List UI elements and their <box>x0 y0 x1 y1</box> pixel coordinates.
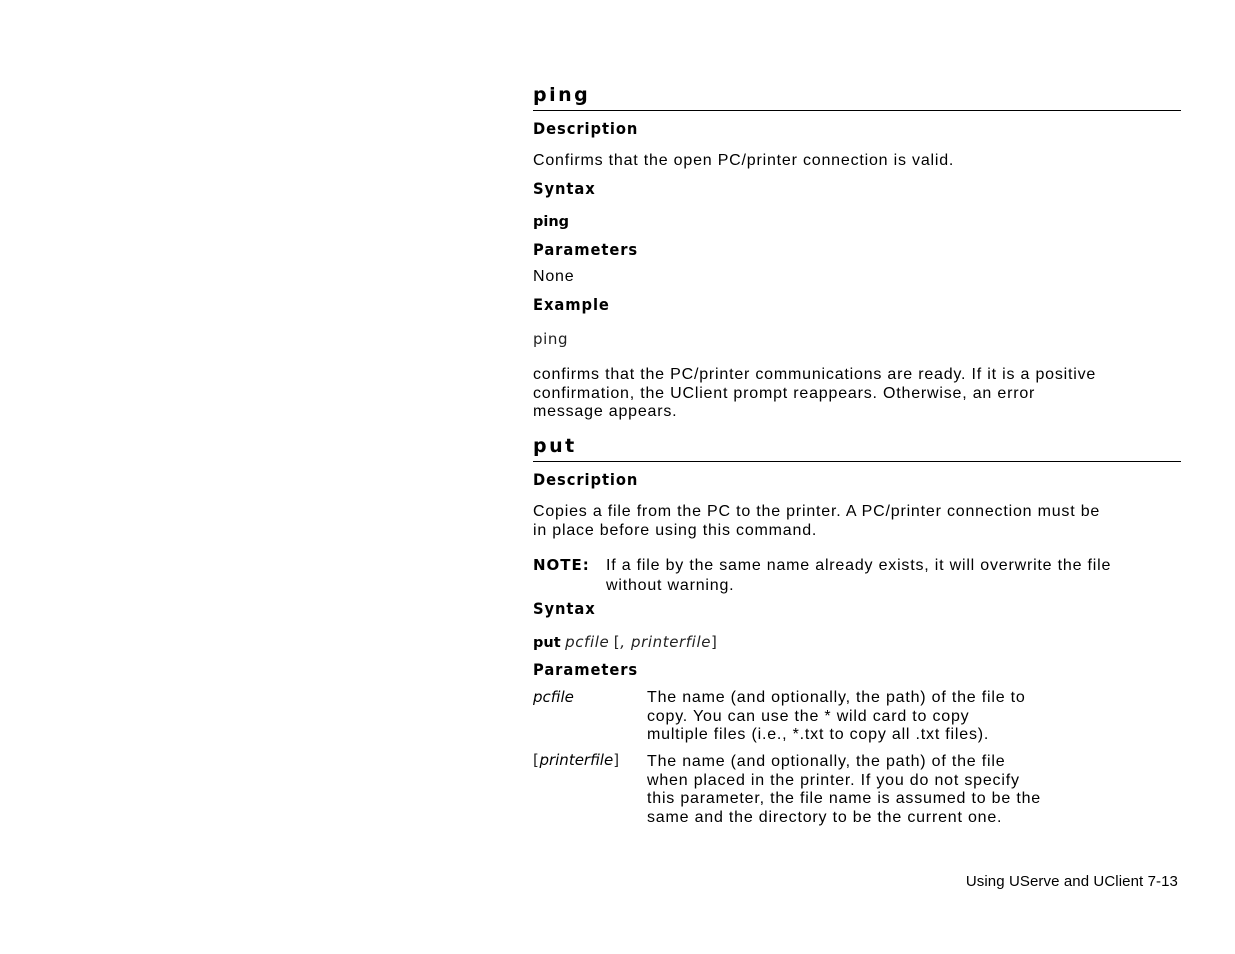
param-desc-printerfile <box>647 753 1041 827</box>
param-name-pcfile: pcfile <box>533 688 574 706</box>
param-desc-line: same and the directory to be the current one. <box>647 808 1003 826</box>
param-close-bracket: ] <box>613 751 620 769</box>
param-desc-line: The name (and optionally, the path) of the file to <box>647 689 1026 706</box>
manual-page <box>533 0 1181 954</box>
ping-example-code: ping <box>533 330 569 348</box>
param-desc-line: when placed in the printer. If you do not specify <box>647 771 1020 789</box>
ping-example-line: message appears. <box>533 403 678 421</box>
param-name-printerfile-text: printerfile <box>539 751 614 769</box>
put-syntax-close-bracket: ] <box>711 633 718 651</box>
put-description-line: Copies a file from the PC to the printer. A PC/printer connection must be <box>533 503 1101 520</box>
note-text <box>606 556 1111 596</box>
put-description-heading: Description <box>533 470 639 489</box>
ping-title: ping <box>533 84 591 106</box>
put-syntax-line <box>533 633 718 652</box>
ping-title-rule <box>533 110 1181 111</box>
param-desc-line: this parameter, the file name is assumed to be the <box>647 790 1041 808</box>
ping-description-heading: Description <box>533 119 639 138</box>
ping-parameters-text: None <box>533 268 575 285</box>
param-desc-line: copy. You can use the * wild card to copy <box>647 707 970 725</box>
param-desc-pcfile <box>647 689 1026 745</box>
note-line: without warning. <box>606 577 735 594</box>
put-description-text <box>533 503 1100 540</box>
param-open-bracket: [ <box>533 751 540 769</box>
put-syntax-open-bracket: [ <box>613 633 621 651</box>
put-title: put <box>533 435 577 457</box>
ping-example-line: confirmation, the UClient prompt reappears. Otherwise, an error <box>533 384 1036 402</box>
ping-description-text: Confirms that the open PC/printer connection is valid. <box>533 152 955 169</box>
param-desc-line: The name (and optionally, the path) of the file <box>647 753 1006 770</box>
note-label: NOTE: <box>533 556 590 574</box>
ping-example-line: confirms that the PC/printer communications are ready. If it is a positive <box>533 366 1097 383</box>
put-description-line: in place before using this command. <box>533 521 818 539</box>
param-name-printerfile <box>533 751 620 770</box>
note-line: If a file by the same name already exists, it will overwrite the file <box>606 557 1112 574</box>
put-syntax-command: put <box>533 635 561 651</box>
ping-example-explanation <box>533 366 1096 422</box>
put-syntax-arg-printerfile: , printerfile <box>620 633 712 651</box>
put-syntax-arg-pcfile: pcfile <box>565 633 610 651</box>
ping-parameters-heading: Parameters <box>533 240 639 259</box>
ping-syntax-command: ping <box>533 214 570 230</box>
param-desc-line: multiple files (i.e., *.txt to copy all .txt files). <box>647 726 990 744</box>
ping-example-heading: Example <box>533 295 610 314</box>
put-parameters-heading: Parameters <box>533 660 639 679</box>
put-syntax-heading: Syntax <box>533 599 596 618</box>
ping-syntax-heading: Syntax <box>533 179 596 198</box>
page-footer: Using UServe and UClient 7-13 <box>965 873 1178 890</box>
put-title-rule <box>533 461 1181 462</box>
